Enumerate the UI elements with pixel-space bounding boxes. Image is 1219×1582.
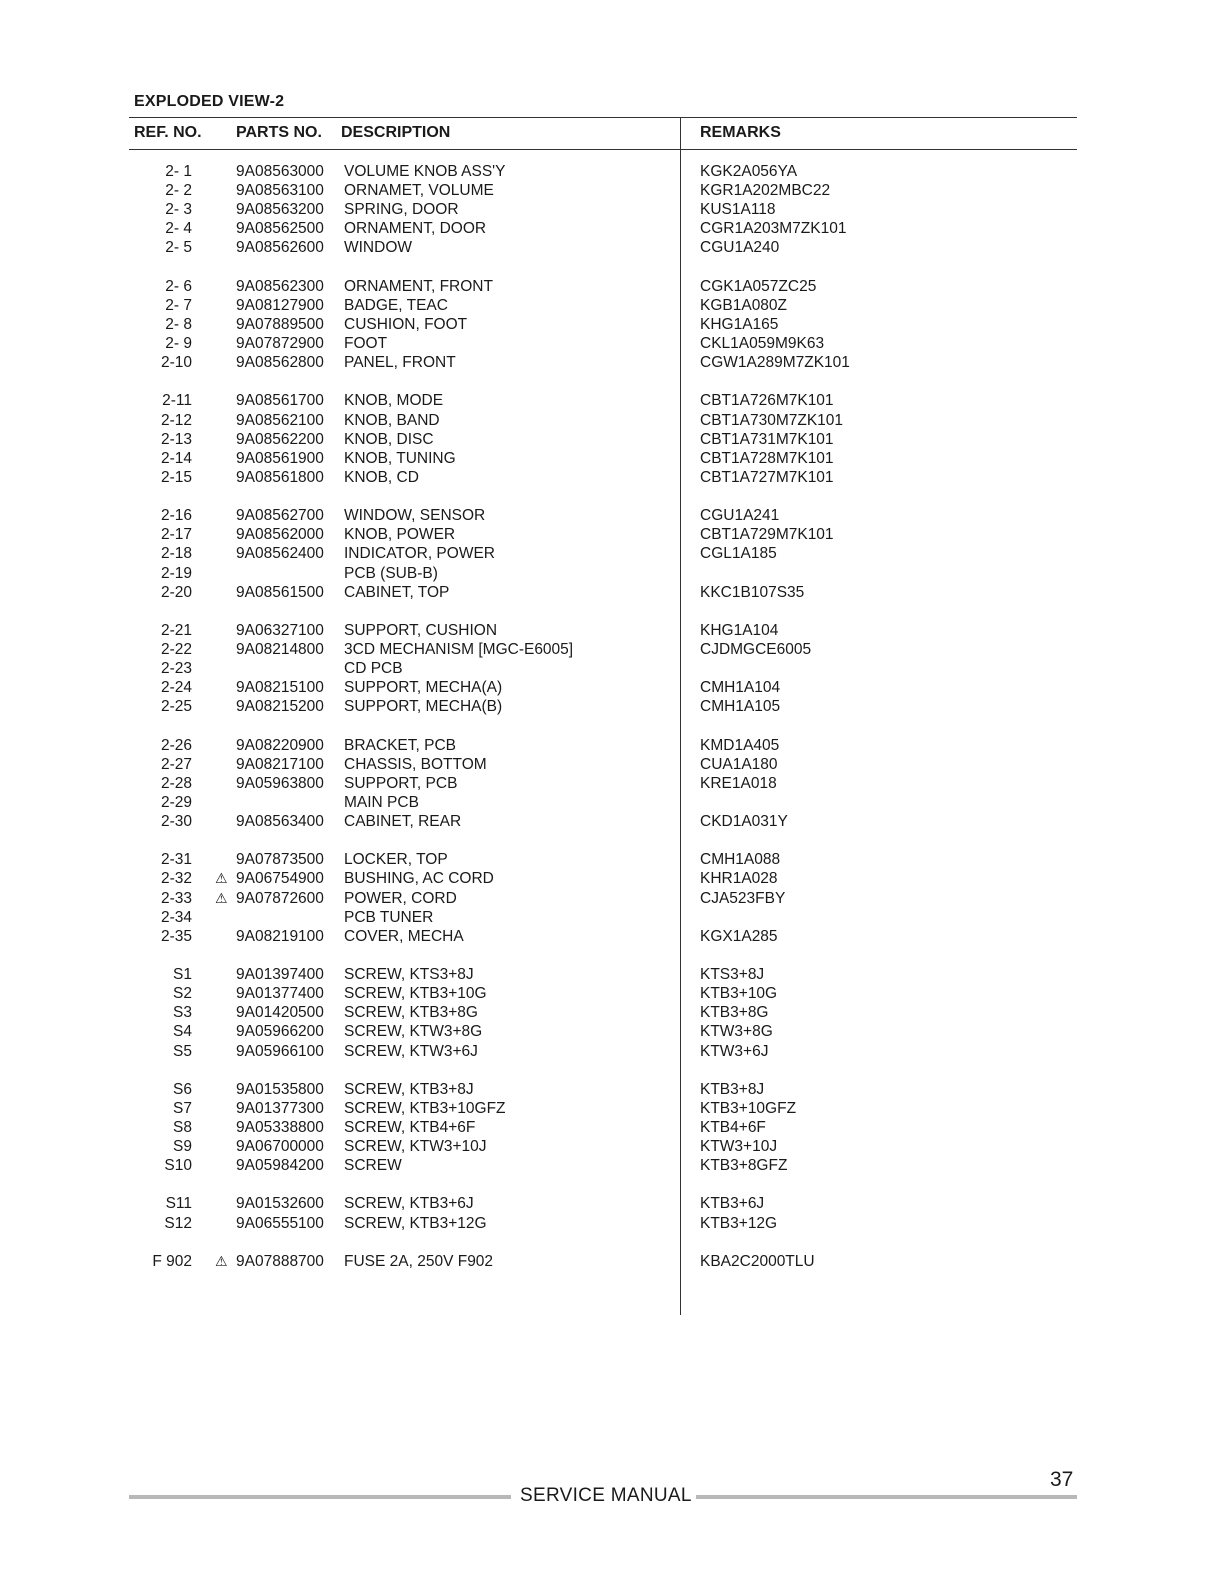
ref-no-cell: 2- 3 — [165, 201, 192, 219]
remarks-cell: CJA523FBY — [700, 889, 786, 907]
ref-no-cell: 2-14 — [160, 449, 192, 467]
parts-no-cell: 9A07888700 — [236, 1252, 324, 1270]
remarks-cell: CGW1A289M7ZK101 — [700, 354, 850, 372]
parts-no-cell: 9A08562500 — [236, 220, 324, 238]
ref-no-cell: 2-25 — [160, 698, 192, 716]
parts-no-cell: 9A01532600 — [236, 1195, 324, 1213]
parts-no-cell: 9A08563200 — [236, 201, 324, 219]
table-row — [0, 219, 1219, 238]
table-row — [0, 1042, 1219, 1061]
remarks-cell: KTS3+8J — [700, 966, 765, 984]
parts-no-cell: 9A01420500 — [236, 1004, 324, 1022]
parts-no-cell: 9A08562200 — [236, 430, 324, 448]
description-cell: 3CD MECHANISM [MGC-E6005] — [344, 641, 574, 658]
ref-no-cell: 2-24 — [160, 679, 192, 697]
ref-no-cell: 2-23 — [160, 660, 192, 678]
description-cell: SCREW, KTB3+12G — [344, 1214, 487, 1232]
remarks-cell: KHG1A104 — [700, 621, 779, 639]
description-cell: SPRING, DOOR — [344, 201, 459, 219]
footer-label: SERVICE MANUAL — [520, 1485, 692, 1506]
remarks-cell: CKL1A059M9K63 — [700, 335, 825, 353]
table-row — [0, 334, 1219, 353]
remarks-cell: KTW3+8G — [700, 1023, 773, 1041]
parts-no-cell: 9A05966100 — [236, 1042, 324, 1060]
ref-no-cell: 2-33 — [160, 889, 192, 907]
description-cell: SCREW, KTB3+10G — [344, 985, 487, 1003]
table-row — [0, 430, 1219, 449]
parts-no-cell: 9A08562600 — [236, 239, 324, 257]
description-cell: CD PCB — [344, 660, 403, 678]
parts-no-cell: 9A08562700 — [236, 507, 324, 525]
table-row — [0, 1194, 1219, 1213]
remarks-cell: CMH1A105 — [700, 698, 781, 716]
ref-no-cell: 2- 5 — [165, 239, 192, 257]
remarks-cell: KHG1A165 — [700, 315, 779, 333]
ref-no-cell: S6 — [173, 1080, 192, 1098]
remarks-cell: CGR1A203M7ZK101 — [700, 220, 847, 238]
description-cell: SCREW, KTS3+8J — [344, 966, 474, 984]
description-cell: SCREW, KTB3+8G — [344, 1004, 478, 1022]
ref-no-cell: 2-19 — [160, 564, 192, 582]
description-cell: INDICATOR, POWER — [344, 545, 495, 563]
remarks-cell: CMH1A104 — [700, 679, 781, 697]
description-cell: CABINET, REAR — [344, 813, 462, 831]
table-row — [0, 468, 1219, 487]
remarks-cell: CBT1A727M7K101 — [700, 468, 834, 486]
table-row — [0, 678, 1219, 697]
remarks-cell: CGU1A241 — [700, 507, 780, 525]
table-row — [0, 965, 1219, 984]
table-row — [0, 1156, 1219, 1175]
ref-no-cell: 2-28 — [160, 774, 192, 792]
table-row — [0, 1003, 1219, 1022]
table-row — [0, 200, 1219, 219]
remarks-cell: KGK2A056YA — [700, 163, 798, 180]
table-row — [0, 869, 1219, 888]
parts-no-cell: 9A01535800 — [236, 1080, 324, 1098]
safety-warning-icon: ⚠ — [215, 870, 228, 887]
ref-no-cell: 2-10 — [160, 354, 192, 372]
parts-no-cell: 9A08561500 — [236, 583, 324, 601]
parts-no-cell: 9A08562800 — [236, 354, 324, 372]
ref-no-cell: 2-17 — [160, 526, 192, 544]
remarks-cell: CGU1A240 — [700, 239, 780, 257]
description-cell: VOLUME KNOB ASS'Y — [344, 163, 506, 180]
safety-warning-icon: ⚠ — [215, 889, 228, 906]
table-row — [0, 1080, 1219, 1099]
table-row — [0, 659, 1219, 678]
description-cell: SCREW — [344, 1157, 402, 1175]
ref-no-cell: S9 — [173, 1138, 192, 1156]
table-row — [0, 238, 1219, 257]
ref-no-cell: S8 — [173, 1119, 192, 1136]
parts-no-cell: 9A01377300 — [236, 1099, 324, 1117]
table-row — [0, 1137, 1219, 1156]
description-cell: LOCKER, TOP — [344, 851, 448, 869]
parts-no-cell: 9A07872900 — [236, 335, 324, 353]
parts-no-cell: 9A06700000 — [236, 1138, 324, 1156]
description-cell: ORNAMENT, DOOR — [344, 220, 487, 238]
parts-no-cell: 9A08563100 — [236, 182, 324, 200]
description-cell: KNOB, POWER — [344, 526, 456, 544]
ref-no-cell: 2-15 — [160, 468, 192, 486]
table-row — [0, 353, 1219, 372]
table-row — [0, 812, 1219, 831]
ref-no-cell: 2-35 — [160, 927, 192, 945]
ref-no-cell: 2- 8 — [165, 315, 192, 333]
table-row — [0, 1022, 1219, 1041]
ref-no-cell: 2-11 — [162, 392, 192, 410]
remarks-cell: KTW3+10J — [700, 1138, 778, 1156]
table-row — [0, 296, 1219, 315]
description-cell: POWER, CORD — [344, 889, 457, 907]
header-description: DESCRIPTION — [341, 124, 451, 141]
table-row — [0, 774, 1219, 793]
ref-no-cell: S1 — [173, 966, 192, 984]
ref-no-cell: S2 — [173, 985, 192, 1003]
description-cell: SUPPORT, CUSHION — [344, 621, 498, 639]
description-cell: KNOB, TUNING — [344, 449, 456, 467]
table-row — [0, 449, 1219, 468]
ref-no-cell: 2- 9 — [165, 335, 192, 353]
ref-no-cell: 2-30 — [160, 813, 192, 831]
parts-no-cell: 9A08563400 — [236, 813, 324, 831]
description-cell: KNOB, MODE — [344, 392, 444, 410]
ref-no-cell: 2-32 — [160, 870, 192, 888]
description-cell: FOOT — [344, 335, 388, 353]
ref-no-cell: F 902 — [152, 1252, 192, 1270]
table-row — [0, 315, 1219, 334]
ref-no-cell: S3 — [173, 1004, 192, 1022]
table-row — [0, 544, 1219, 563]
table-row — [0, 181, 1219, 200]
remarks-cell: KBA2C2000TLU — [700, 1252, 815, 1270]
table-row — [0, 506, 1219, 525]
table-row — [0, 908, 1219, 927]
description-cell: COVER, MECHA — [344, 927, 464, 945]
remarks-cell: CGL1A185 — [700, 545, 777, 563]
remarks-cell: CBT1A726M7K101 — [700, 392, 834, 410]
parts-no-cell: 9A08219100 — [236, 927, 324, 945]
description-cell: BRACKET, PCB — [344, 736, 456, 754]
table-row — [0, 850, 1219, 869]
parts-no-cell: 9A05338800 — [236, 1119, 324, 1136]
description-cell: ORNAMENT, FRONT — [344, 277, 493, 295]
parts-no-cell: 9A06555100 — [236, 1214, 324, 1232]
table-row — [0, 391, 1219, 410]
table-row — [0, 736, 1219, 755]
ref-no-cell: S4 — [173, 1023, 192, 1041]
parts-no-cell: 9A08215100 — [236, 679, 324, 697]
description-cell: BADGE, TEAC — [344, 296, 448, 314]
description-cell: BUSHING, AC CORD — [344, 870, 494, 888]
table-row — [0, 1118, 1219, 1137]
parts-no-cell: 9A07872600 — [236, 889, 324, 907]
parts-no-cell: 9A06327100 — [236, 621, 324, 639]
table-row — [0, 640, 1219, 659]
table-row — [0, 277, 1219, 296]
table-row — [0, 927, 1219, 946]
description-cell: WINDOW, SENSOR — [344, 507, 486, 525]
remarks-cell: KTB3+6J — [700, 1195, 765, 1213]
parts-no-cell: 9A01397400 — [236, 966, 324, 984]
description-cell: SCREW, KTB3+6J — [344, 1195, 474, 1213]
footer-rule-left — [129, 1495, 511, 1499]
remarks-cell: KTB3+8J — [700, 1080, 765, 1098]
remarks-cell: CKD1A031Y — [700, 813, 788, 831]
description-cell: SCREW, KTW3+8G — [344, 1023, 483, 1041]
ref-no-cell: 2-12 — [160, 411, 192, 429]
parts-no-cell: 9A08562400 — [236, 545, 324, 563]
parts-no-cell: 9A05966200 — [236, 1023, 324, 1041]
ref-no-cell: S10 — [164, 1157, 192, 1175]
ref-no-cell: S5 — [173, 1042, 192, 1060]
parts-no-cell: 9A08217100 — [236, 755, 324, 773]
remarks-cell: CMH1A088 — [700, 851, 781, 869]
description-cell: SCREW, KTB4+6F — [344, 1119, 476, 1136]
description-cell: WINDOW — [344, 239, 413, 257]
header-parts-no: PARTS NO. — [236, 124, 322, 141]
parts-no-cell: 9A08562300 — [236, 277, 324, 295]
description-cell: CABINET, TOP — [344, 583, 450, 601]
remarks-cell: CGK1A057ZC25 — [700, 277, 817, 295]
ref-no-cell: 2- 2 — [165, 182, 192, 200]
parts-no-cell: 9A08561900 — [236, 449, 324, 467]
header-ref-no: REF. NO. — [134, 124, 202, 141]
section-title: EXPLODED VIEW-2 — [134, 93, 285, 110]
parts-no-cell: 9A07873500 — [236, 851, 324, 869]
remarks-cell: KTW3+6J — [700, 1042, 769, 1060]
table-row — [0, 889, 1219, 908]
remarks-cell: KGX1A285 — [700, 927, 778, 945]
parts-no-cell: 9A08562000 — [236, 526, 324, 544]
description-cell: KNOB, BAND — [344, 411, 440, 429]
ref-no-cell: 2-27 — [160, 755, 192, 773]
ref-no-cell: S12 — [164, 1214, 192, 1232]
remarks-cell: KRE1A018 — [700, 774, 777, 792]
ref-no-cell: 2-16 — [160, 507, 192, 525]
ref-no-cell: 2-29 — [160, 793, 192, 811]
table-row — [0, 697, 1219, 716]
table-row — [0, 525, 1219, 544]
safety-warning-icon: ⚠ — [215, 1252, 228, 1269]
remarks-cell: CBT1A728M7K101 — [700, 449, 834, 467]
description-cell: SCREW, KTB3+10GFZ — [344, 1099, 506, 1117]
table-row — [0, 583, 1219, 602]
description-cell: SUPPORT, MECHA(A) — [344, 679, 503, 697]
description-cell: PCB (SUB-B) — [344, 564, 438, 582]
table-row — [0, 564, 1219, 583]
parts-no-cell: 9A08563000 — [236, 163, 324, 180]
description-cell: FUSE 2A, 250V F902 — [344, 1252, 494, 1270]
remarks-cell: KHR1A028 — [700, 870, 778, 888]
remarks-cell: KGB1A080Z — [700, 296, 788, 314]
parts-no-cell: 9A08215200 — [236, 698, 324, 716]
remarks-cell: KTB3+10G — [700, 985, 778, 1003]
parts-no-cell: 9A05984200 — [236, 1157, 324, 1175]
parts-no-cell: 9A08561800 — [236, 468, 324, 486]
description-cell: KNOB, CD — [344, 468, 419, 486]
ref-no-cell: 2-31 — [160, 851, 192, 869]
description-cell: MAIN PCB — [344, 793, 419, 811]
footer-rule-right — [696, 1495, 1077, 1499]
description-cell: SCREW, KTW3+10J — [344, 1138, 487, 1156]
table-row — [0, 621, 1219, 640]
description-cell: ORNAMET, VOLUME — [344, 182, 494, 200]
description-cell: SCREW, KTW3+6J — [344, 1042, 478, 1060]
parts-no-cell: 9A07889500 — [236, 315, 324, 333]
ref-no-cell: 2-20 — [160, 583, 192, 601]
ref-no-cell: 2- 7 — [165, 296, 192, 314]
description-cell: KNOB, DISC — [344, 430, 434, 448]
ref-no-cell: 2-26 — [160, 736, 192, 754]
ref-no-cell: S7 — [173, 1099, 192, 1117]
parts-no-cell: 9A08220900 — [236, 736, 324, 754]
table-row — [0, 793, 1219, 812]
header-remarks: REMARKS — [700, 124, 781, 141]
table-row — [0, 1099, 1219, 1118]
remarks-cell: CBT1A730M7ZK101 — [700, 411, 844, 429]
ref-no-cell: 2-34 — [160, 908, 192, 926]
parts-no-cell: 9A01377400 — [236, 985, 324, 1003]
remarks-cell: KUS1A118 — [700, 201, 776, 219]
parts-no-cell: 9A08214800 — [236, 641, 324, 658]
remarks-cell: KTB3+10GFZ — [700, 1099, 797, 1117]
description-cell: CUSHION, FOOT — [344, 315, 468, 333]
ref-no-cell: 2-13 — [160, 430, 192, 448]
remarks-cell: KGR1A202MBC22 — [700, 182, 831, 200]
table-row — [0, 162, 1219, 181]
remarks-cell: KTB3+12G — [700, 1214, 778, 1232]
ref-no-cell: 2-18 — [160, 545, 192, 563]
table-row — [0, 1214, 1219, 1233]
remarks-cell: KKC1B107S35 — [700, 583, 805, 601]
remarks-cell: KMD1A405 — [700, 736, 780, 754]
ref-no-cell: S11 — [165, 1195, 192, 1213]
parts-no-cell: 9A08561700 — [236, 392, 324, 410]
parts-no-cell: 9A08127900 — [236, 296, 324, 314]
table-row — [0, 984, 1219, 1003]
ref-no-cell: 2- 6 — [165, 277, 192, 295]
description-cell: PANEL, FRONT — [344, 354, 456, 372]
ref-no-cell: 2-22 — [160, 641, 192, 658]
remarks-cell: CBT1A731M7K101 — [700, 430, 834, 448]
ref-no-cell: 2-21 — [160, 621, 192, 639]
table-row — [0, 1252, 1219, 1271]
remarks-cell: KTB3+8G — [700, 1004, 769, 1022]
table-row — [0, 755, 1219, 774]
remarks-cell: CBT1A729M7K101 — [700, 526, 834, 544]
parts-no-cell: 9A08562100 — [236, 411, 324, 429]
parts-no-cell: 9A05963800 — [236, 774, 324, 792]
remarks-cell: CUA1A180 — [700, 755, 778, 773]
ref-no-cell: 2- 4 — [165, 220, 192, 238]
description-cell: PCB TUNER — [344, 908, 434, 926]
remarks-cell: CJDMGCE6005 — [700, 641, 812, 658]
description-cell: SCREW, KTB3+8J — [344, 1080, 474, 1098]
remarks-cell: KTB3+8GFZ — [700, 1157, 788, 1175]
ref-no-cell: 2- 1 — [165, 163, 192, 180]
parts-no-cell: 9A06754900 — [236, 870, 324, 888]
table-row — [0, 411, 1219, 430]
description-cell: CHASSIS, BOTTOM — [344, 755, 487, 773]
remarks-cell: KTB4+6F — [700, 1119, 766, 1136]
page-number: 37 — [1050, 1468, 1074, 1491]
description-cell: SUPPORT, PCB — [344, 774, 458, 792]
description-cell: SUPPORT, MECHA(B) — [344, 698, 503, 716]
